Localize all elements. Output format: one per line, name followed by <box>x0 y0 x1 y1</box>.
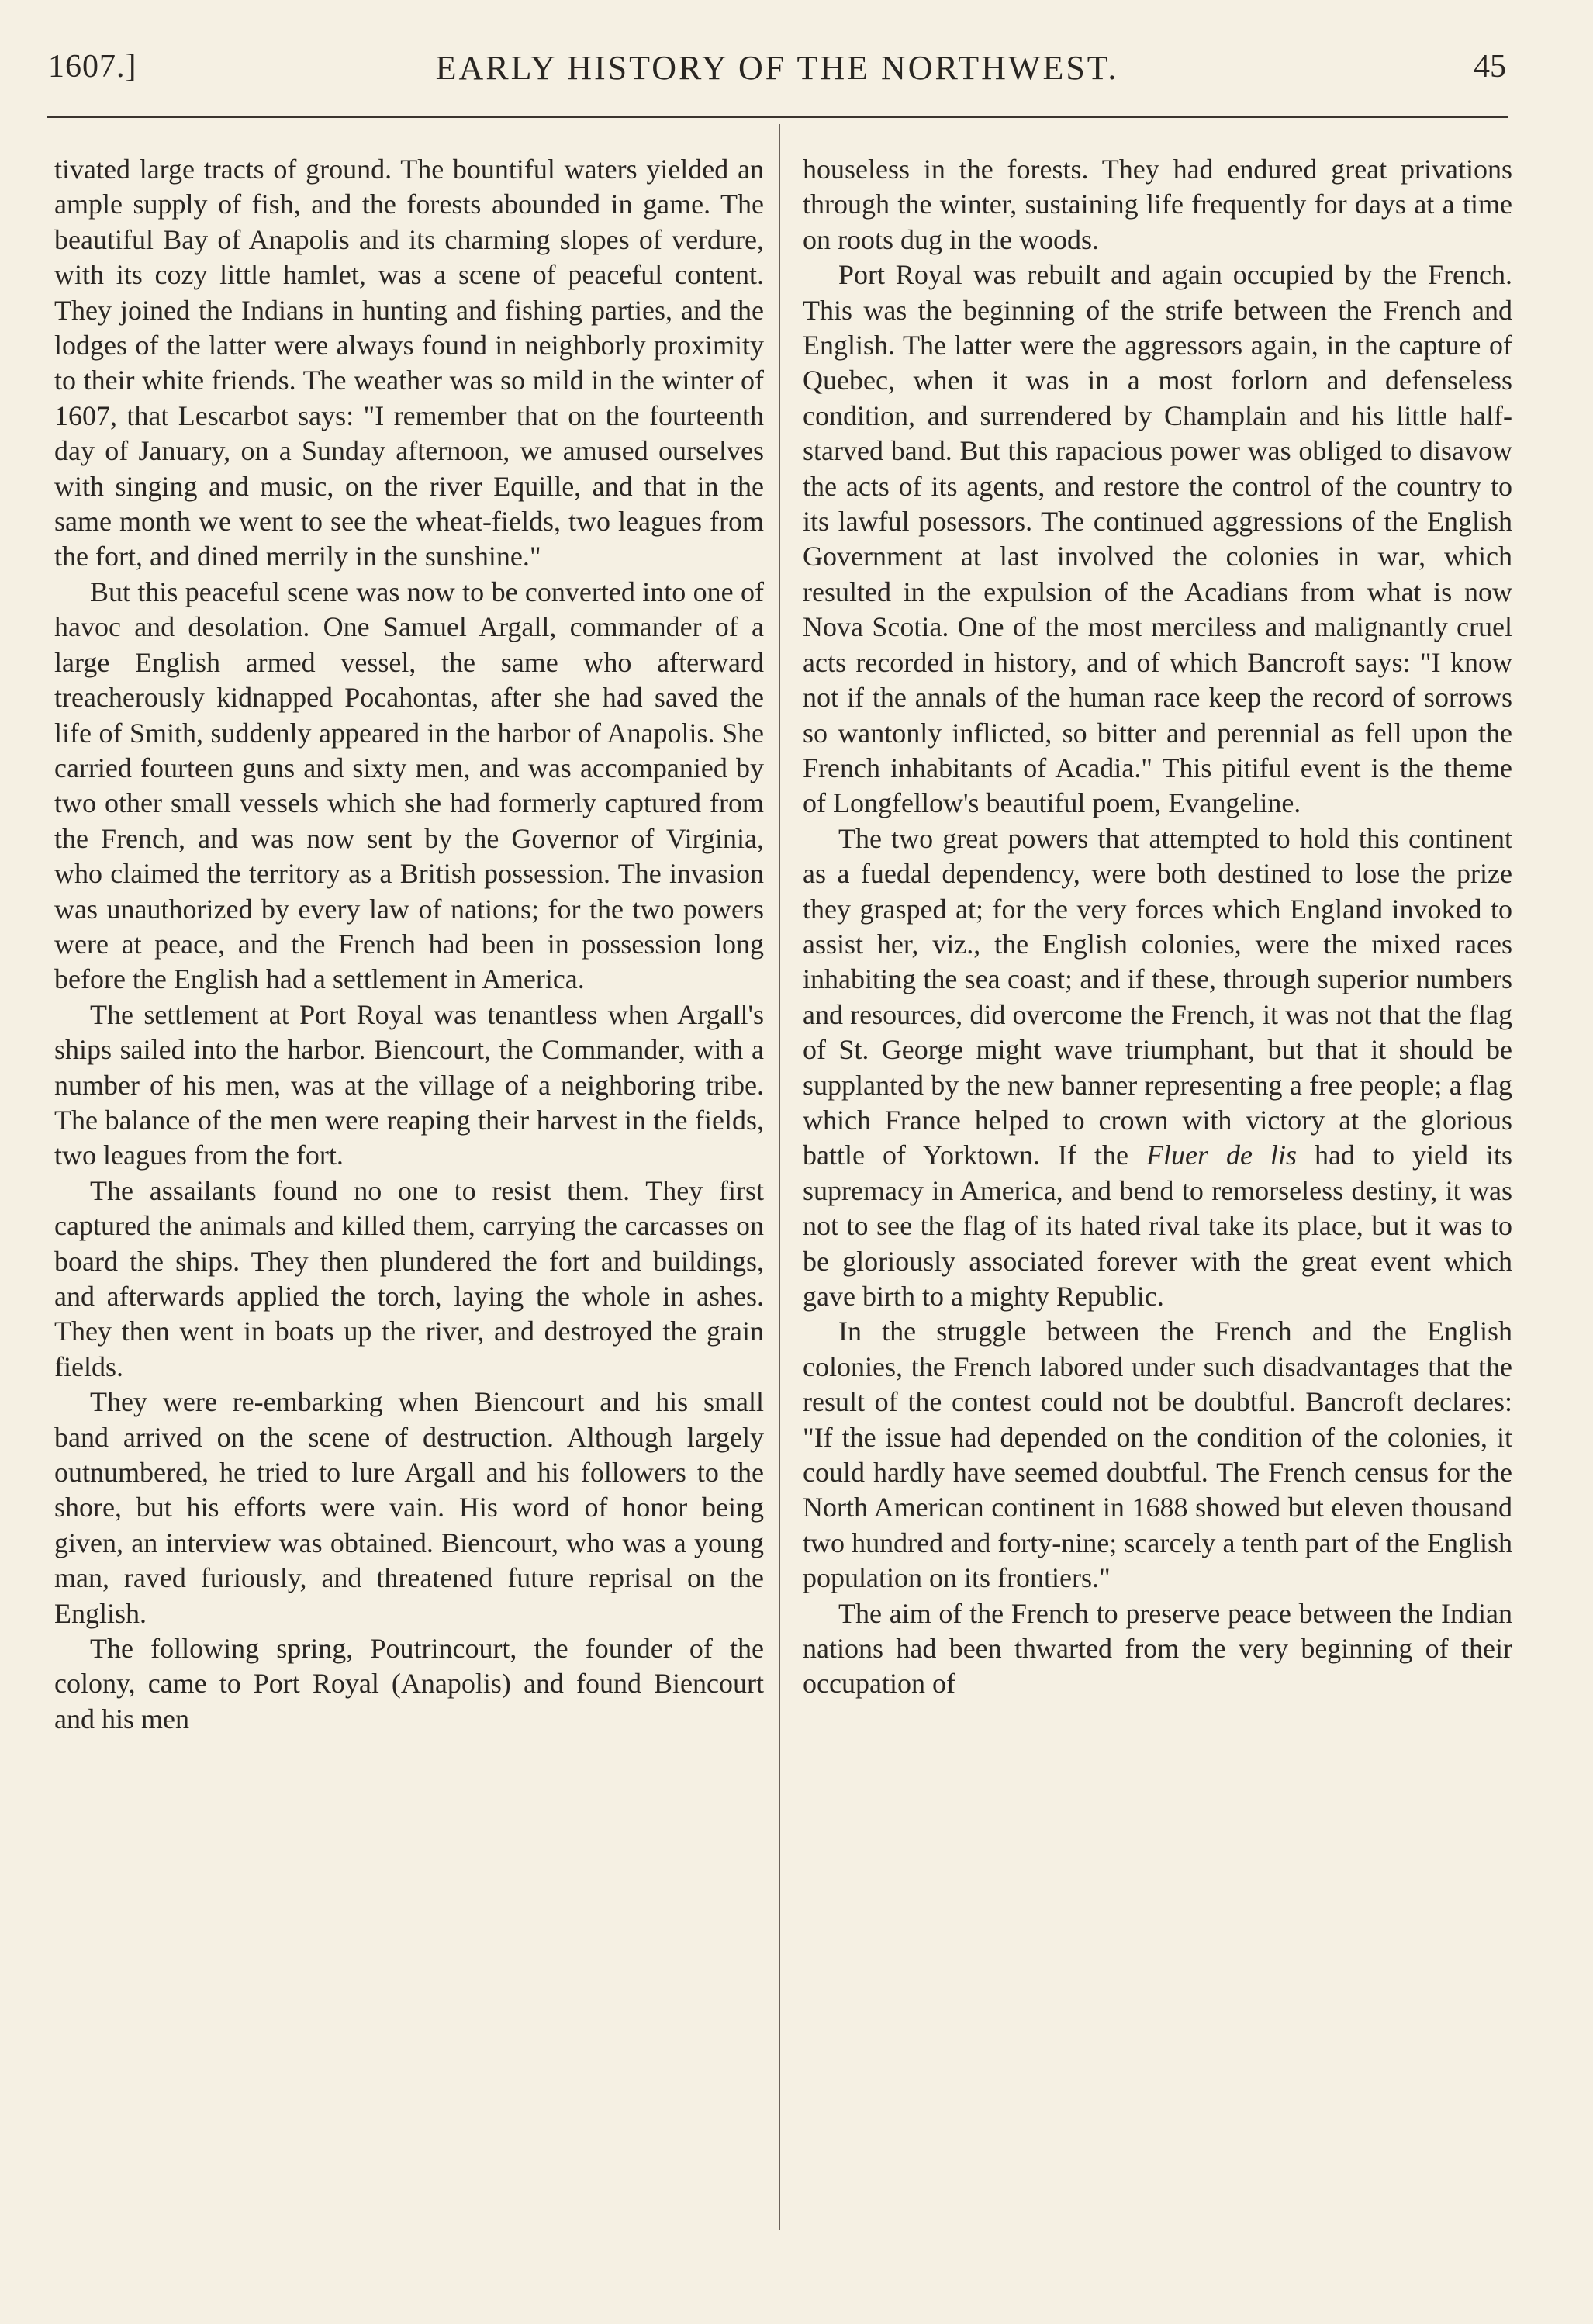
right-column <box>803 152 1512 2231</box>
paragraph: The aim of the French to preserve peace between the Indian nations had been thwarted from the very beginning of their occupation of <box>803 1597 1512 1700</box>
paragraph: The assailants found no one to resist them. They first captured the animals and killed them, carrying the carcasses on board the ships. They then plundered the fort and buildings, and afterwards applied the torch, laying the whole in ashes. They then went in boats up the river, and destroyed the grain fields. <box>54 1174 764 1382</box>
page-number: 45 <box>1474 49 1506 85</box>
left-column <box>54 152 764 2231</box>
paragraph: tivated large tracts of ground. The bountiful waters yielded an ample supply of fish, and the forests abounded in game. The beautiful Bay of Anapolis and its charming slopes of verdure, with its cozy little hamlet, was a scene of peaceful content. They joined the Indians in hunting and fishing parties, and the lodges of the latter were always found in neighborly proximity to their white friends. The weather was so mild in the winter of 1607, that Lescarbot says: "I remember that on the fourteenth day of January, on a Sunday afternoon, we amused ourselves with singing and music, on the river Equille, and that in the same month we went to see the wheat-fields, two leagues from the fort, and dined merrily in the sunshine." <box>54 154 764 572</box>
column-divider <box>779 124 780 2230</box>
paragraph: The settlement at Port Royal was tenantless when Argall's ships sailed into the harbor. Biencourt, the Commander, with a number of his men, was at the village of a neighboring tribe. The balance of the men were reaping their harvest in the fields, two leagues from the fort. <box>54 998 764 1171</box>
paragraph: In the struggle between the French and the English colonies, the French labored under such disadvantages that the result of the contest could not be doubtful. Bancroft declares: "If the issue had depended on the condition of the colonies, it could hardly have seemed doubtful. The French census for the North American continent in 1688 showed but eleven thousand two hundred and forty-nine; scarcely a tenth part of the English population on its frontiers." <box>803 1316 1512 1594</box>
header-title: EARLY HISTORY OF THE NORTHWEST. <box>435 49 1119 87</box>
paragraph: They were re-embarking when Biencourt and his small band arrived on the scene of destruction. Although largely outnumbered, he tried to lure Argall and his followers to the shore, but his efforts were vain. His word of honor being given, an interview was obtained. Biencourt, who was a young man, raved furiously, and threatened future reprisal on the English. <box>54 1386 764 1629</box>
paragraph: houseless in the forests. They had endured great privations through the winter, sustaining life frequently for days at a time on roots dug in the woods. <box>803 154 1512 255</box>
paragraph-text: had to yield its supremacy in America, and bend to remorseless destiny, it was not to see the flag of its hated rival take its place, but it was to be gloriously associated forever with the great event which gave birth to a mighty Republic. <box>803 1140 1512 1312</box>
paragraph: But this peaceful scene was now to be converted into one of havoc and desolation. One Samuel Argall, commander of a large English armed vessel, the same who afterward treacherously kidnapped Pocahontas, after she had saved the life of Smith, suddenly appeared in the harbor of Anapolis. She carried fourteen guns and sixty men, and was accompanied by two other small vessels which she had formerly captured from the French, and was now sent by the Governor of Virginia, who claimed the territory as a British possession. The invasion was unauthorized by every law of nations; for the two powers were at peace, and the French had been in possession long before the English had a settlement in America. <box>54 576 764 995</box>
running-header <box>48 48 1506 95</box>
header-rule <box>47 116 1508 118</box>
paragraph: The following spring, Poutrincourt, the founder of the colony, came to Port Royal (Anapolis) and found Biencourt and his men <box>54 1633 764 1734</box>
paragraph: Port Royal was rebuilt and again occupied by the French. This was the beginning of the strife between the French and English. The latter were the aggressors again, in the capture of Quebec, when it was in a most forlorn and defenseless condition, and surrendered by Champlain and his little half-starved band. But this rapacious power was obliged to disavow the acts of its agents, and restore the control of the country to its lawful posessors. The continued aggressions of the English Government at last involved the colonies in war, which resulted in the expulsion of the Acadians from what is now Nova Scotia. One of the most merciless and malignantly cruel acts recorded in history, and of which Bancroft says: "I know not if the annals of the human race keep the record of sorrows so wantonly inflicted, so bitter and perennial as fell upon the French inhabitants of Acadia." This pitiful event is the theme of Longfellow's beautiful poem, Evangeline. <box>803 259 1512 819</box>
paragraph-text: The two great powers that attempted to hold this continent as a fuedal dependency, were both destined to lose the prize they grasped at; for the very forces which England invoked to assist her, viz., the English colonies, were the mixed races inhabiting the sea coast; and if these, through superior numbers and resources, did overcome the French, it was not that the flag of St. George might wave triumphant, but that it should be supplanted by the new banner representing a free people; a flag which France helped to crown with victory at the glorious battle of Yorktown. If the <box>803 822 1512 1171</box>
header-year: 1607.] <box>48 49 137 85</box>
paragraph <box>803 821 1512 1315</box>
italic-phrase: Fluer de lis <box>1146 1140 1297 1171</box>
